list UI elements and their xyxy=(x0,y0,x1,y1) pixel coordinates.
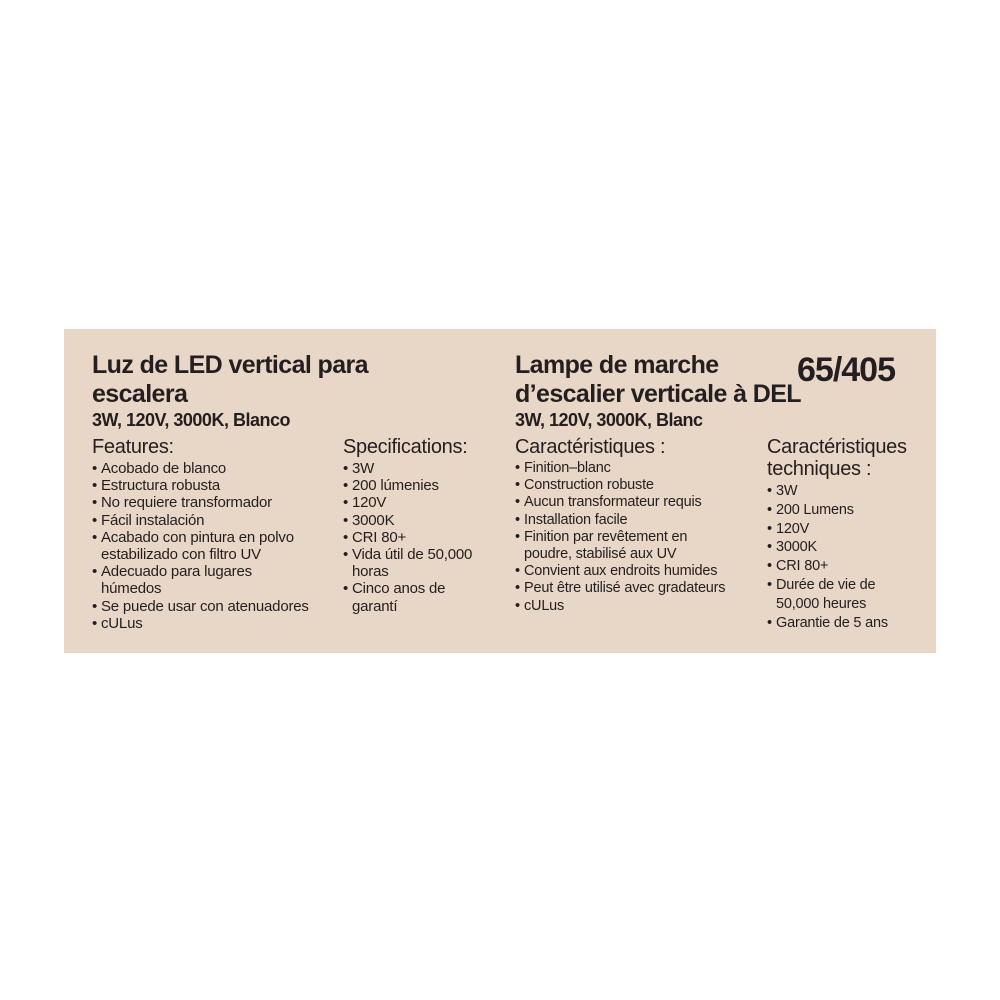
list-item-text: • Adecuado para lugares xyxy=(101,563,252,581)
list-item xyxy=(343,512,513,529)
french-specs-list xyxy=(767,482,927,632)
french-title-line: Lampe de marche xyxy=(515,351,719,379)
french-subtitle: 3W, 120V, 3000K, Blanc xyxy=(515,410,703,430)
list-item xyxy=(515,512,765,529)
french-specs-heading-line: Caractéristiques xyxy=(767,436,907,458)
french-specs-heading-line: techniques : xyxy=(767,458,872,480)
list-item xyxy=(515,598,765,615)
list-item xyxy=(767,576,927,614)
list-item xyxy=(515,477,765,494)
list-item xyxy=(767,482,927,501)
list-item-text: • No requiere transformador xyxy=(101,494,272,512)
list-item xyxy=(92,460,342,477)
list-item-text: • Vida útil de 50,000 xyxy=(352,546,473,564)
list-item xyxy=(515,563,765,580)
list-item-text: • Peut être utilisé avec gradateurs xyxy=(524,580,726,597)
list-item-text: • Cinco anos de xyxy=(352,580,446,598)
spanish-specs-list xyxy=(343,460,513,615)
list-item-text: • Durée de vie de xyxy=(776,576,876,593)
spanish-title-line: Luz de LED vertical para xyxy=(92,351,368,379)
french-title-line: d’escalier verticale à DEL xyxy=(515,380,801,408)
spanish-title-line: escalera xyxy=(92,380,188,408)
list-item-text: poudre, stabilisé aux UV xyxy=(524,546,677,563)
list-item xyxy=(92,563,342,597)
list-item xyxy=(343,460,513,477)
product-label xyxy=(64,329,936,653)
french-title xyxy=(515,351,801,409)
list-item xyxy=(343,546,513,580)
list-item-text: • Fácil instalación xyxy=(101,511,205,529)
list-item-text: • Acabado con pintura en polvo xyxy=(101,528,294,546)
list-item-text: garantí xyxy=(352,597,398,615)
list-item-text: • 3W xyxy=(776,483,798,499)
list-item xyxy=(767,614,927,633)
french-features-list xyxy=(515,460,765,615)
list-item xyxy=(515,529,765,563)
list-item-text: • 120V xyxy=(352,494,387,512)
list-item xyxy=(92,615,342,632)
list-item-text: húmedos xyxy=(101,580,162,598)
list-item-text: • Finition par revêtement en xyxy=(524,528,688,545)
list-item-text: • Installation facile xyxy=(524,511,628,528)
list-item-text: • 3000K xyxy=(776,539,817,556)
list-item xyxy=(343,529,513,546)
list-item-text: • 120V xyxy=(776,520,810,537)
spanish-specs-column xyxy=(343,436,513,615)
list-item xyxy=(515,494,765,511)
list-item-text: 50,000 heures xyxy=(776,595,867,612)
spanish-specs-heading: Specifications: xyxy=(343,436,468,458)
list-item xyxy=(92,512,342,529)
french-specs-heading xyxy=(767,436,927,480)
list-item-text: • cULus xyxy=(101,614,143,632)
list-item-text: • 3W xyxy=(352,460,375,477)
list-item-text: • 3000K xyxy=(352,511,395,529)
french-specs-column xyxy=(767,436,927,632)
spanish-title xyxy=(92,351,368,409)
list-item-text: • Convient aux endroits humides xyxy=(524,563,718,580)
french-features-heading: Caractéristiques : xyxy=(515,436,666,458)
spanish-features-list xyxy=(92,460,342,632)
spanish-features-column xyxy=(92,436,342,632)
list-item-text: • Construction robuste xyxy=(524,477,654,494)
spanish-subtitle: 3W, 120V, 3000K, Blanco xyxy=(92,410,290,430)
list-item xyxy=(767,538,927,557)
list-item-text: • Se puede usar con atenuadores xyxy=(101,597,309,615)
list-item-text: • Finition–blanc xyxy=(524,460,611,476)
list-item xyxy=(343,477,513,494)
list-item xyxy=(767,520,927,539)
product-code: 65/405 xyxy=(797,351,895,389)
list-item xyxy=(343,580,513,614)
list-item-text: • Garantie de 5 ans xyxy=(776,614,888,631)
list-item-text: • Aucun transformateur requis xyxy=(524,494,702,511)
list-item xyxy=(92,494,342,511)
list-item xyxy=(92,598,342,615)
list-item xyxy=(767,501,927,520)
list-item xyxy=(92,477,342,494)
list-item-text: horas xyxy=(352,563,389,581)
list-item xyxy=(767,557,927,576)
spanish-features-heading: Features: xyxy=(92,436,174,458)
list-item xyxy=(343,494,513,511)
list-item-text: • CRI 80+ xyxy=(352,528,407,546)
list-item-text: • cULus xyxy=(524,597,565,614)
list-item xyxy=(515,580,765,597)
list-item-text: • 200 lúmenies xyxy=(352,477,439,495)
list-item-text: • Acobado de blanco xyxy=(101,460,227,477)
list-item-text: estabilizado con filtro UV xyxy=(101,546,261,564)
french-features-column xyxy=(515,436,765,615)
list-item-text: • CRI 80+ xyxy=(776,558,829,575)
list-item xyxy=(92,529,342,563)
list-item-text: • Estructura robusta xyxy=(101,477,220,495)
list-item xyxy=(515,460,765,477)
list-item-text: • 200 Lumens xyxy=(776,501,854,518)
